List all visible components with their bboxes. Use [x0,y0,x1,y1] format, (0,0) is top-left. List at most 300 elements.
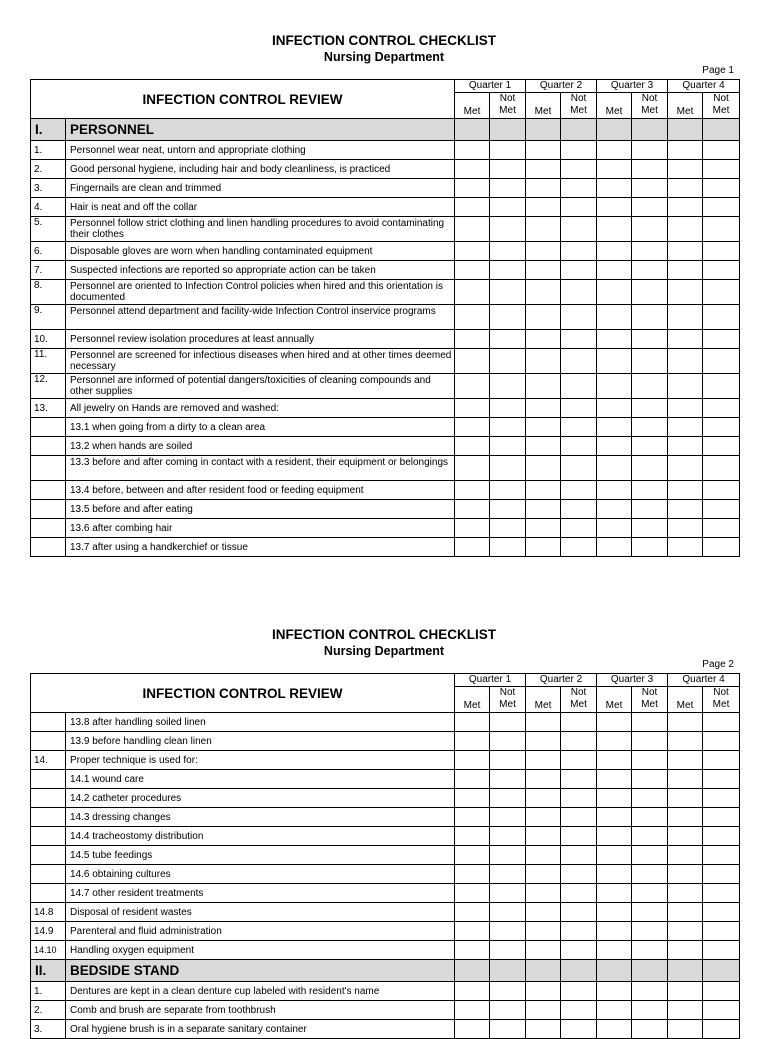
met-checkbox-cell[interactable] [597,399,632,418]
met-checkbox-cell[interactable] [597,827,632,846]
not-met-checkbox-cell[interactable] [632,305,668,330]
not-met-checkbox-cell[interactable] [632,827,668,846]
not-met-checkbox-cell[interactable] [703,770,740,789]
met-checkbox-cell[interactable] [597,538,632,557]
met-checkbox-cell[interactable] [526,922,561,941]
met-checkbox-cell[interactable] [455,330,490,349]
not-met-checkbox-cell[interactable] [632,217,668,242]
not-met-checkbox-cell[interactable] [561,903,597,922]
not-met-checkbox-cell[interactable] [632,1020,668,1039]
met-checkbox-cell[interactable] [526,349,561,374]
not-met-checkbox-cell[interactable] [561,456,597,481]
met-checkbox-cell[interactable] [526,538,561,557]
met-checkbox-cell[interactable] [526,160,561,179]
met-checkbox-cell[interactable] [597,261,632,280]
met-checkbox-cell[interactable] [597,198,632,217]
met-checkbox-cell[interactable] [526,437,561,456]
met-checkbox-cell[interactable] [526,827,561,846]
met-checkbox-cell[interactable] [597,330,632,349]
met-checkbox-cell[interactable] [597,922,632,941]
not-met-checkbox-cell[interactable] [490,160,526,179]
not-met-checkbox-cell[interactable] [490,1020,526,1039]
not-met-checkbox-cell[interactable] [632,330,668,349]
not-met-checkbox-cell[interactable] [561,865,597,884]
met-checkbox-cell[interactable] [526,456,561,481]
not-met-checkbox-cell[interactable] [703,827,740,846]
met-checkbox-cell[interactable] [668,982,703,1001]
not-met-checkbox-cell[interactable] [490,713,526,732]
met-checkbox-cell[interactable] [668,500,703,519]
not-met-checkbox-cell[interactable] [490,808,526,827]
not-met-checkbox-cell[interactable] [561,399,597,418]
met-checkbox-cell[interactable] [455,941,490,960]
not-met-checkbox-cell[interactable] [490,374,526,399]
met-checkbox-cell[interactable] [597,160,632,179]
not-met-checkbox-cell[interactable] [490,179,526,198]
met-checkbox-cell[interactable] [597,481,632,500]
met-checkbox-cell[interactable] [597,141,632,160]
met-checkbox-cell[interactable] [455,538,490,557]
not-met-checkbox-cell[interactable] [490,884,526,903]
met-checkbox-cell[interactable] [668,399,703,418]
not-met-checkbox-cell[interactable] [632,418,668,437]
met-checkbox-cell[interactable] [455,865,490,884]
not-met-checkbox-cell[interactable] [632,846,668,865]
not-met-checkbox-cell[interactable] [561,713,597,732]
met-checkbox-cell[interactable] [526,374,561,399]
not-met-checkbox-cell[interactable] [703,399,740,418]
met-checkbox-cell[interactable] [526,751,561,770]
met-checkbox-cell[interactable] [526,982,561,1001]
met-checkbox-cell[interactable] [455,903,490,922]
met-checkbox-cell[interactable] [526,242,561,261]
section-fill-cell [632,119,668,141]
met-checkbox-cell[interactable] [455,399,490,418]
met-checkbox-cell[interactable] [455,732,490,751]
not-met-checkbox-cell[interactable] [632,808,668,827]
met-checkbox-cell[interactable] [597,280,632,305]
not-met-checkbox-cell[interactable] [703,808,740,827]
not-met-checkbox-cell[interactable] [632,519,668,538]
met-checkbox-cell[interactable] [455,141,490,160]
met-checkbox-cell[interactable] [455,1020,490,1039]
not-met-checkbox-cell[interactable] [703,941,740,960]
not-met-checkbox-cell[interactable] [561,179,597,198]
not-met-checkbox-cell[interactable] [490,751,526,770]
met-checkbox-cell[interactable] [597,941,632,960]
not-met-checkbox-cell[interactable] [490,1001,526,1020]
not-met-checkbox-cell[interactable] [703,519,740,538]
met-checkbox-cell[interactable] [526,1001,561,1020]
met-checkbox-cell[interactable] [668,217,703,242]
not-met-checkbox-cell[interactable] [703,456,740,481]
met-checkbox-cell[interactable] [455,160,490,179]
not-met-checkbox-cell[interactable] [703,261,740,280]
met-checkbox-cell[interactable] [668,865,703,884]
met-checkbox-cell[interactable] [455,280,490,305]
not-met-checkbox-cell[interactable] [561,349,597,374]
not-met-checkbox-cell[interactable] [561,418,597,437]
not-met-checkbox-cell[interactable] [490,399,526,418]
met-checkbox-cell[interactable] [597,713,632,732]
met-checkbox-cell[interactable] [526,903,561,922]
not-met-checkbox-cell[interactable] [490,242,526,261]
not-met-checkbox-cell[interactable] [561,160,597,179]
met-checkbox-cell[interactable] [668,519,703,538]
not-met-checkbox-cell[interactable] [490,770,526,789]
met-checkbox-cell[interactable] [526,280,561,305]
not-met-checkbox-cell[interactable] [632,713,668,732]
not-met-checkbox-cell[interactable] [632,160,668,179]
met-checkbox-cell[interactable] [597,179,632,198]
not-met-checkbox-cell[interactable] [703,141,740,160]
not-met-checkbox-cell[interactable] [490,261,526,280]
not-met-checkbox-cell[interactable] [561,982,597,1001]
met-checkbox-cell[interactable] [597,732,632,751]
item-text-content: 13.7 after using a handkerchief or tissue [70,541,248,553]
not-met-checkbox-cell[interactable] [703,1001,740,1020]
not-met-checkbox-cell[interactable] [490,922,526,941]
met-checkbox-cell[interactable] [597,846,632,865]
not-met-checkbox-cell[interactable] [561,941,597,960]
not-met-checkbox-cell[interactable] [561,1001,597,1020]
not-met-checkbox-cell[interactable] [490,456,526,481]
not-met-checkbox-cell[interactable] [561,437,597,456]
section-fill-cell [668,119,703,141]
not-met-checkbox-cell[interactable] [632,982,668,1001]
met-checkbox-cell[interactable] [668,418,703,437]
not-met-checkbox-cell[interactable] [703,481,740,500]
checklist-title [0,33,768,65]
met-checkbox-cell[interactable] [668,732,703,751]
not-met-checkbox-cell[interactable] [490,198,526,217]
not-met-checkbox-cell[interactable] [632,242,668,261]
not-met-checkbox-cell[interactable] [703,922,740,941]
not-met-checkbox-cell[interactable] [490,982,526,1001]
not-met-checkbox-cell[interactable] [703,903,740,922]
met-checkbox-cell[interactable] [597,903,632,922]
not-met-checkbox-cell[interactable] [632,399,668,418]
not-met-checkbox-cell[interactable] [490,846,526,865]
met-checkbox-cell[interactable] [455,1001,490,1020]
met-checkbox-cell[interactable] [526,305,561,330]
met-checkbox-cell[interactable] [455,456,490,481]
met-checkbox-cell[interactable] [526,713,561,732]
met-checkbox-cell[interactable] [597,1020,632,1039]
met-checkbox-cell[interactable] [668,330,703,349]
not-met-checkbox-cell[interactable] [632,903,668,922]
section-fill-cell [703,960,740,982]
item-text-content: Personnel wear neat, untorn and appropriate clothing [70,144,306,156]
not-met-checkbox-cell[interactable] [632,456,668,481]
met-checkbox-cell[interactable] [597,519,632,538]
met-checkbox-cell[interactable] [597,456,632,481]
met-checkbox-cell[interactable] [455,770,490,789]
met-checkbox-cell[interactable] [455,846,490,865]
met-checkbox-cell[interactable] [455,884,490,903]
not-met-checkbox-cell[interactable] [561,732,597,751]
met-checkbox-cell[interactable] [668,903,703,922]
met-checkbox-cell[interactable] [455,374,490,399]
item-text [66,827,455,846]
not-met-checkbox-cell[interactable] [703,374,740,399]
met-checkbox-cell[interactable] [668,305,703,330]
met-checkbox-cell[interactable] [668,846,703,865]
not-met-checkbox-cell[interactable] [632,1001,668,1020]
met-checkbox-cell[interactable] [455,217,490,242]
not-met-checkbox-cell[interactable] [490,481,526,500]
met-checkbox-cell[interactable] [526,846,561,865]
met-checkbox-cell[interactable] [668,808,703,827]
not-met-checkbox-cell[interactable] [561,770,597,789]
met-checkbox-cell[interactable] [597,242,632,261]
met-checkbox-cell[interactable] [455,808,490,827]
met-checkbox-cell[interactable] [668,160,703,179]
met-checkbox-cell[interactable] [668,884,703,903]
not-met-checkbox-cell[interactable] [703,305,740,330]
met-checkbox-cell[interactable] [597,1001,632,1020]
not-met-checkbox-cell[interactable] [632,500,668,519]
met-checkbox-cell[interactable] [668,374,703,399]
not-met-checkbox-cell[interactable] [632,770,668,789]
not-met-checkbox-cell[interactable] [490,941,526,960]
met-checkbox-cell[interactable] [668,713,703,732]
met-checkbox-cell[interactable] [455,179,490,198]
not-met-checkbox-cell[interactable] [632,198,668,217]
met-checkbox-cell[interactable] [526,261,561,280]
met-checkbox-cell[interactable] [668,1020,703,1039]
not-met-checkbox-cell[interactable] [561,330,597,349]
met-checkbox-cell[interactable] [668,481,703,500]
met-checkbox-cell[interactable] [668,349,703,374]
not-met-checkbox-cell[interactable] [490,141,526,160]
not-met-checkbox-cell[interactable] [703,1020,740,1039]
header-row [31,674,740,687]
met-checkbox-cell[interactable] [526,1020,561,1039]
met-checkbox-cell[interactable] [526,330,561,349]
not-met-checkbox-cell[interactable] [561,789,597,808]
met-checkbox-cell[interactable] [668,941,703,960]
not-met-checkbox-cell[interactable] [703,437,740,456]
met-checkbox-cell[interactable] [455,305,490,330]
met-checkbox-cell[interactable] [668,751,703,770]
not-met-checkbox-cell[interactable] [561,884,597,903]
not-met-checkbox-cell[interactable] [490,217,526,242]
not-met-checkbox-cell[interactable] [703,789,740,808]
met-checkbox-cell[interactable] [526,141,561,160]
not-met-checkbox-cell[interactable] [490,519,526,538]
not-met-checkbox-cell[interactable] [703,242,740,261]
met-checkbox-cell[interactable] [668,538,703,557]
met-checkbox-cell[interactable] [597,374,632,399]
not-met-checkbox-cell[interactable] [561,846,597,865]
met-checkbox-cell[interactable] [668,770,703,789]
met-checkbox-cell[interactable] [668,922,703,941]
met-checkbox-cell[interactable] [597,217,632,242]
not-met-checkbox-cell[interactable] [632,922,668,941]
not-met-checkbox-cell[interactable] [561,305,597,330]
met-checkbox-cell[interactable] [668,261,703,280]
met-checkbox-cell[interactable] [455,827,490,846]
met-checkbox-cell[interactable] [526,217,561,242]
review-header: INFECTION CONTROL REVIEW [31,674,455,713]
met-checkbox-cell[interactable] [668,456,703,481]
not-met-checkbox-cell[interactable] [703,982,740,1001]
met-checkbox-cell[interactable] [455,751,490,770]
met-checkbox-cell[interactable] [526,884,561,903]
met-checkbox-cell[interactable] [455,481,490,500]
met-checkbox-cell[interactable] [526,789,561,808]
not-met-checkbox-cell[interactable] [632,280,668,305]
met-checkbox-cell[interactable] [455,713,490,732]
not-met-checkbox-cell[interactable] [490,827,526,846]
not-met-checkbox-cell[interactable] [561,519,597,538]
met-checkbox-cell[interactable] [668,280,703,305]
not-met-checkbox-cell[interactable] [703,713,740,732]
met-checkbox-cell[interactable] [597,789,632,808]
not-met-checkbox-cell[interactable] [703,732,740,751]
not-met-checkbox-cell[interactable] [490,349,526,374]
not-met-checkbox-cell[interactable] [561,922,597,941]
not-met-checkbox-cell[interactable] [561,242,597,261]
not-met-checkbox-cell[interactable] [561,280,597,305]
met-checkbox-cell[interactable] [526,865,561,884]
met-checkbox-cell[interactable] [526,500,561,519]
met-checkbox-cell[interactable] [668,179,703,198]
not-met-checkbox-cell[interactable] [632,261,668,280]
met-checkbox-cell[interactable] [526,519,561,538]
met-checkbox-cell[interactable] [455,261,490,280]
met-checkbox-cell[interactable] [668,1001,703,1020]
not-met-checkbox-cell[interactable] [632,538,668,557]
not-met-checkbox-cell[interactable] [632,437,668,456]
not-met-checkbox-cell[interactable] [561,751,597,770]
not-met-checkbox-cell[interactable] [561,481,597,500]
met-checkbox-cell[interactable] [668,827,703,846]
met-checkbox-cell[interactable] [597,884,632,903]
not-met-checkbox-cell[interactable] [703,418,740,437]
not-met-checkbox-cell[interactable] [703,217,740,242]
met-checkbox-cell[interactable] [455,437,490,456]
met-checkbox-cell[interactable] [526,418,561,437]
met-checkbox-cell[interactable] [526,481,561,500]
met-checkbox-cell[interactable] [668,198,703,217]
not-met-checkbox-cell[interactable] [632,751,668,770]
not-met-checkbox-cell[interactable] [632,141,668,160]
met-checkbox-cell[interactable] [597,808,632,827]
not-met-checkbox-cell[interactable] [632,941,668,960]
not-met-checkbox-cell[interactable] [561,827,597,846]
not-met-checkbox-cell[interactable] [703,500,740,519]
not-met-checkbox-cell[interactable] [561,217,597,242]
not-met-checkbox-cell[interactable] [703,198,740,217]
met-checkbox-cell[interactable] [455,198,490,217]
not-met-checkbox-cell[interactable] [490,732,526,751]
met-checkbox-cell[interactable] [597,418,632,437]
met-checkbox-cell[interactable] [526,808,561,827]
not-met-checkbox-cell[interactable] [632,884,668,903]
not-met-checkbox-cell[interactable] [490,280,526,305]
met-checkbox-cell[interactable] [668,789,703,808]
met-checkbox-cell[interactable] [597,982,632,1001]
met-checkbox-cell[interactable] [597,349,632,374]
met-checkbox-cell[interactable] [597,865,632,884]
not-met-checkbox-cell[interactable] [490,437,526,456]
not-met-checkbox-cell[interactable] [561,374,597,399]
not-met-checkbox-cell[interactable] [490,789,526,808]
not-met-checkbox-cell[interactable] [632,732,668,751]
not-met-checkbox-cell[interactable] [703,538,740,557]
met-checkbox-cell[interactable] [597,770,632,789]
not-met-checkbox-cell[interactable] [490,903,526,922]
met-checkbox-cell[interactable] [526,941,561,960]
met-text: Met [641,105,658,116]
not-met-checkbox-cell[interactable] [490,538,526,557]
not-met-checkbox-cell[interactable] [490,865,526,884]
not-met-checkbox-cell[interactable] [632,481,668,500]
not-met-checkbox-cell[interactable] [703,884,740,903]
met-checkbox-cell[interactable] [668,242,703,261]
section-title: BEDSIDE STAND [66,960,455,982]
met-checkbox-cell[interactable] [526,179,561,198]
not-met-checkbox-cell[interactable] [490,330,526,349]
not-met-checkbox-cell[interactable] [632,789,668,808]
met-checkbox-cell[interactable] [597,500,632,519]
met-checkbox-cell[interactable] [455,418,490,437]
not-met-checkbox-cell[interactable] [632,349,668,374]
not-met-checkbox-cell[interactable] [703,865,740,884]
not-met-checkbox-cell[interactable] [561,538,597,557]
met-checkbox-cell[interactable] [455,349,490,374]
met-checkbox-cell[interactable] [455,922,490,941]
met-checkbox-cell[interactable] [526,198,561,217]
not-met-checkbox-cell[interactable] [561,1020,597,1039]
not-met-checkbox-cell[interactable] [490,305,526,330]
met-checkbox-cell[interactable] [455,789,490,808]
not-met-checkbox-cell[interactable] [703,330,740,349]
not-met-checkbox-cell[interactable] [561,198,597,217]
met-checkbox-cell[interactable] [597,305,632,330]
met-checkbox-cell[interactable] [597,437,632,456]
not-met-checkbox-cell[interactable] [490,500,526,519]
not-met-checkbox-cell[interactable] [561,141,597,160]
not-met-checkbox-cell[interactable] [703,280,740,305]
met-checkbox-cell[interactable] [526,770,561,789]
not-met-checkbox-cell[interactable] [703,846,740,865]
not-met-checkbox-cell[interactable] [703,179,740,198]
met-checkbox-cell[interactable] [455,982,490,1001]
not-met-checkbox-cell[interactable] [703,751,740,770]
met-checkbox-cell[interactable] [668,141,703,160]
not-met-checkbox-cell[interactable] [561,808,597,827]
not-met-checkbox-cell[interactable] [490,418,526,437]
not-met-checkbox-cell[interactable] [632,374,668,399]
not-met-checkbox-cell[interactable] [632,179,668,198]
met-checkbox-cell[interactable] [455,519,490,538]
met-checkbox-cell[interactable] [597,751,632,770]
item-text-content: Parenteral and fluid administration [70,925,222,937]
met-checkbox-cell[interactable] [526,399,561,418]
not-met-checkbox-cell[interactable] [703,160,740,179]
met-checkbox-cell[interactable] [455,500,490,519]
met-checkbox-cell[interactable] [455,242,490,261]
not-met-checkbox-cell[interactable] [561,261,597,280]
met-checkbox-cell[interactable] [668,437,703,456]
not-met-checkbox-cell[interactable] [561,500,597,519]
met-checkbox-cell[interactable] [526,732,561,751]
not-met-checkbox-cell[interactable] [703,349,740,374]
not-met-checkbox-cell[interactable] [632,865,668,884]
